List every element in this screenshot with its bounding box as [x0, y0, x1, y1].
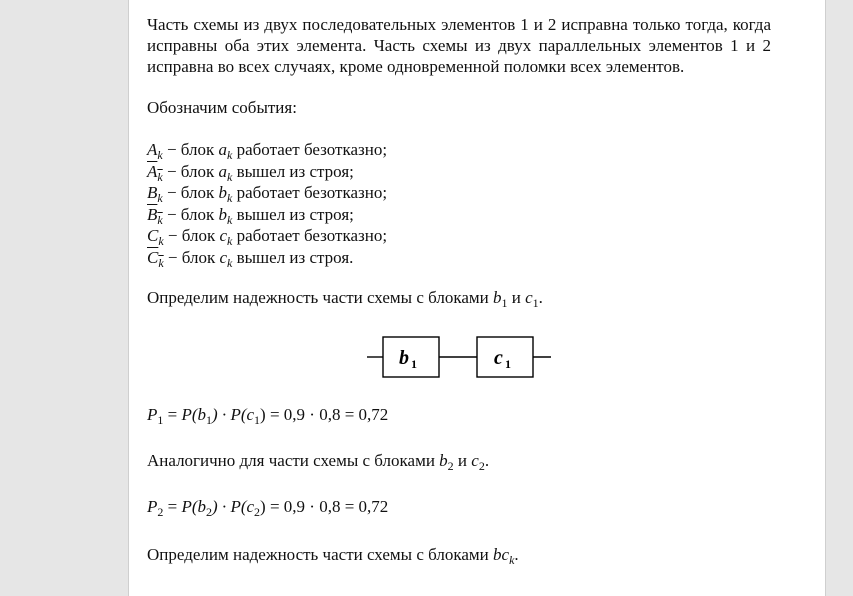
formula-term: ) · P(c — [212, 497, 255, 516]
series-circuit-diagram — [147, 327, 771, 387]
formula-sub: 1 — [157, 413, 164, 427]
paragraph-text: Определим надежность части схемы с блоками — [147, 545, 494, 564]
event-definition — [147, 139, 771, 161]
formula-term: P(b — [181, 405, 207, 424]
event-dash: − блок — [162, 140, 219, 159]
block-symbol: c — [525, 288, 533, 307]
formula-var: P — [147, 405, 158, 424]
conjunction: и — [453, 451, 472, 470]
block-symbol-sub: 2 — [478, 459, 485, 473]
event-symbol-sub: k — [157, 212, 163, 227]
event-text: вышел из строя; — [232, 204, 354, 224]
event-text: вышел из строя. — [232, 247, 354, 267]
event-definition — [147, 225, 771, 247]
event-symbol: A — [147, 161, 158, 181]
series-intro-2 — [147, 450, 771, 477]
block-symbol: b — [218, 204, 228, 224]
block-symbol: a — [218, 161, 228, 181]
event-dash: − блок — [163, 226, 220, 245]
event-text: работает безотказно; — [232, 140, 388, 159]
block-symbol: b — [439, 451, 448, 470]
conjunction: и — [507, 288, 526, 307]
event-symbol-sub: k — [158, 234, 164, 248]
event-symbol: B — [147, 204, 158, 224]
formula-var: P — [147, 497, 158, 516]
block-symbol-sub: k — [227, 169, 233, 184]
event-dash: − блок — [162, 183, 219, 202]
series-intro-1 — [147, 287, 771, 314]
block-c1-sub: 1 — [505, 357, 511, 371]
block-c1-label: c — [494, 347, 503, 369]
block-symbol-sub: k — [227, 212, 233, 227]
formula-result: ) = 0,9 · 0,8 = 0,72 — [260, 405, 389, 424]
block-symbol: c — [471, 451, 479, 470]
block-symbol-sub: 1 — [532, 296, 539, 310]
period: . — [514, 545, 519, 564]
block-symbol: a — [218, 140, 228, 159]
block-symbol-sub: k — [227, 191, 233, 205]
event-text: вышел из строя; — [232, 161, 354, 181]
formula-sub: 2 — [254, 505, 261, 519]
event-symbol: C — [147, 226, 159, 245]
formula-sub: 1 — [206, 413, 213, 427]
event-symbol-sub: k — [157, 191, 163, 205]
formula-term: P(b — [181, 497, 207, 516]
event-symbol: B — [147, 183, 158, 202]
block-symbol: c — [219, 226, 228, 245]
event-dash: − блок — [162, 161, 219, 181]
event-definition — [147, 247, 771, 269]
block-symbol-sub: k — [227, 255, 233, 270]
paragraph-text: Аналогично для части схемы с блоками — [147, 451, 440, 470]
event-definition — [147, 182, 771, 204]
event-definition — [147, 204, 771, 226]
formula-sub: 1 — [254, 413, 261, 427]
formula-p1 — [147, 404, 771, 431]
formula-result: ) = 0,9 · 0,8 = 0,72 — [260, 497, 389, 516]
circuit-svg — [147, 327, 771, 387]
formula-sub: 2 — [157, 505, 164, 519]
event-text: работает безотказно; — [232, 183, 388, 202]
event-definition — [147, 161, 771, 183]
block-symbol-sub: k — [227, 234, 233, 248]
block-symbol-sub: 2 — [447, 459, 454, 473]
events-list — [147, 139, 771, 268]
event-symbol-sub: k — [157, 169, 163, 184]
intro-paragraph: Часть схемы из двух последовательных элементов 1 и 2 исправна только тогда, когда исправны оба этих элемента. Часть схемы из двух параллельных элементов 1 и 2 исправна во всех случаях, кроме одновременной поломки всех элементов. — [147, 15, 771, 76]
formula-term: ) · P(c — [212, 405, 255, 424]
paragraph-text: Определим надежность части схемы с блоками — [147, 288, 494, 307]
period: . — [484, 451, 490, 470]
event-dash: − блок — [163, 247, 220, 267]
events-title: Обозначим события: — [147, 98, 297, 117]
event-symbol: C — [147, 247, 159, 267]
event-text: работает безотказно; — [232, 226, 388, 245]
block-b1-label: b — [399, 347, 409, 369]
block-symbol: b — [493, 288, 502, 307]
block-symbol-sub: 1 — [501, 296, 508, 310]
block-symbol: c — [219, 247, 228, 267]
event-symbol-sub: k — [157, 148, 163, 162]
block-symbol: b — [218, 183, 228, 202]
series-intro-3 — [147, 544, 771, 571]
formula-sub: 2 — [206, 505, 213, 519]
block-symbol-sub: k — [227, 148, 233, 162]
event-symbol-sub: k — [158, 255, 164, 270]
block-symbol: bc — [493, 545, 510, 564]
document-content — [147, 14, 771, 571]
formula-p2 — [147, 496, 771, 523]
event-dash: − блок — [162, 204, 219, 224]
formula-eq: = — [163, 405, 182, 424]
event-symbol: A — [147, 140, 158, 159]
document-page — [128, 0, 826, 596]
period: . — [538, 288, 543, 307]
block-b1-sub: 1 — [411, 357, 417, 371]
block-symbol-sub: k — [509, 553, 515, 567]
formula-eq: = — [163, 497, 182, 516]
